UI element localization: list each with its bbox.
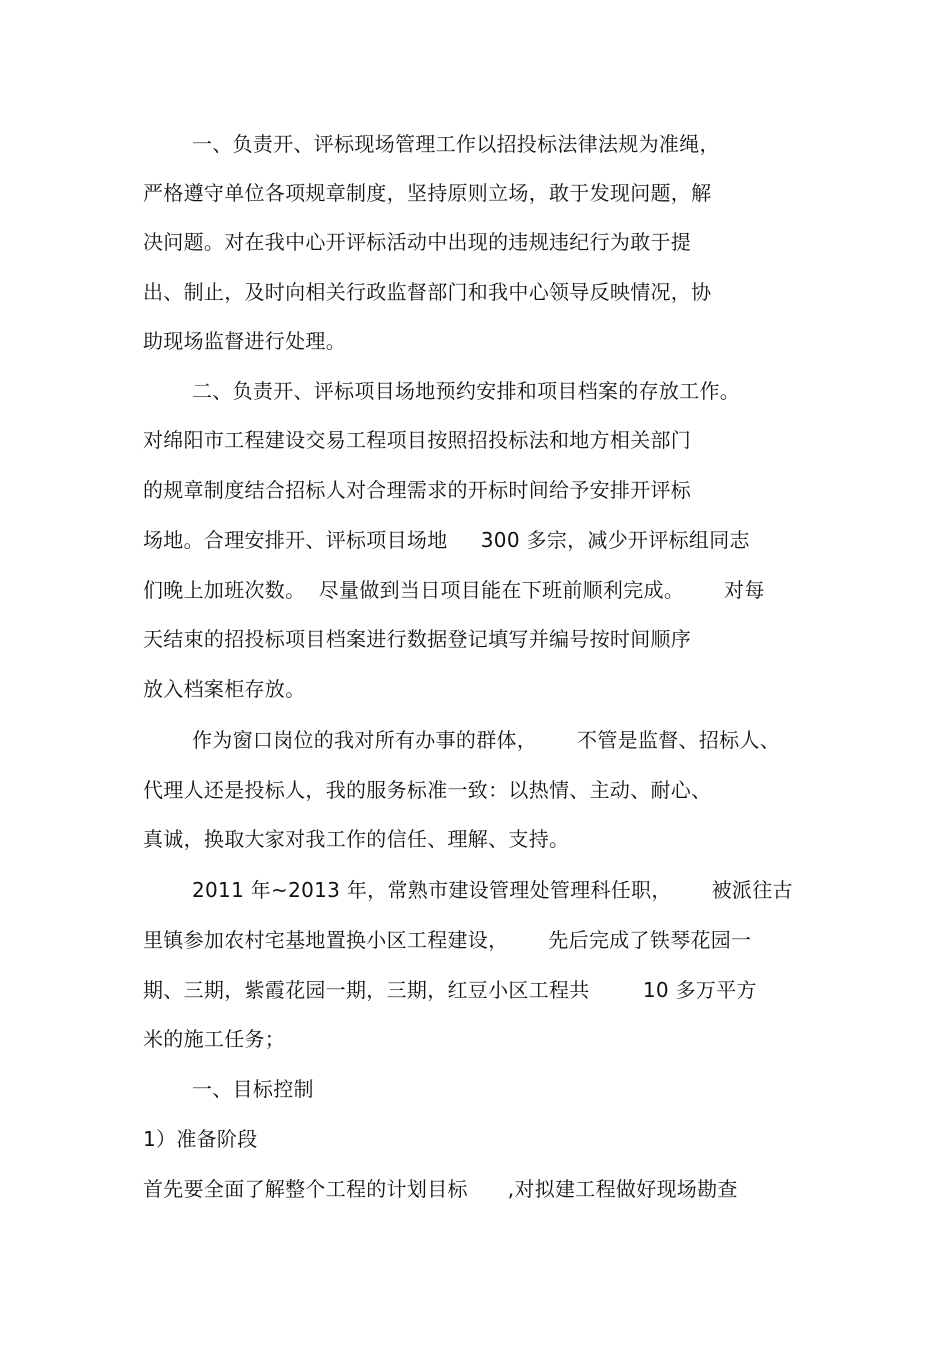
paragraph-4-line-2: 里镇参加农村宅基地置换小区工程建设， 先后完成了铁琴花园一 [143,928,752,952]
paragraph-2-line-7: 放入档案柜存放。 [143,677,306,701]
paragraph-2-line-6: 天结束的招投标项目档案进行数据登记填写并编号按时间顺序 [143,627,692,651]
paragraph-2-line-4: 场地。合理安排开、评标项目场地 300 多宗，减少开评标组同志 [143,528,750,552]
paragraph-2-line-3: 的规章制度结合招标人对合理需求的开标时间给予安排开评标 [143,478,692,502]
paragraph-2-line-1: 二、负责开、评标项目场地预约安排和项目档案的存放工作。 [192,379,741,403]
paragraph-3-line-2: 代理人还是投标人，我的服务标准一致：以热情、主动、耐心、 [143,778,712,802]
paragraph-3-line-3: 真诚，换取大家对我工作的信任、理解、支持。 [143,827,570,851]
paragraph-1-line-5: 助现场监督进行处理。 [143,329,346,353]
paragraph-1-line-4: 出、制止，及时向相关行政监督部门和我中心领导反映情况，协 [143,280,712,304]
paragraph-1-line-3: 决问题。对在我中心开评标活动中出现的违规违纪行为敢于提 [143,230,692,254]
paragraph-1-line-2: 严格遵守单位各项规章制度，坚持原则立场，敢于发现问题，解 [143,181,712,205]
subsection-heading: 1）准备阶段 [143,1127,258,1151]
section-heading: 一、目标控制 [192,1077,314,1101]
paragraph-4-line-3: 期、三期，紫霞花园一期，三期，红豆小区工程共 10 多万平方 [143,978,757,1002]
paragraph-3-line-1: 作为窗口岗位的我对所有办事的群体， 不管是监督、招标人、 [192,728,781,752]
paragraph-5-line-1: 首先要全面了解整个工程的计划目标 ,对拟建工程做好现场勘查 [143,1177,738,1201]
paragraph-2-line-2: 对绵阳市工程建设交易工程项目按照招投标法和地方相关部门 [143,428,692,452]
paragraph-4-line-1: 2011 年~2013 年，常熟市建设管理处管理科任职， 被派往古 [192,878,793,902]
paragraph-2-line-5: 们晚上加班次数。 尽量做到当日项目能在下班前顺利完成。 对每 [143,578,765,602]
paragraph-4-line-4: 米的施工任务； [143,1027,286,1051]
paragraph-1-line-1: 一、负责开、评标现场管理工作以招投标法律法规为准绳， [192,132,720,156]
